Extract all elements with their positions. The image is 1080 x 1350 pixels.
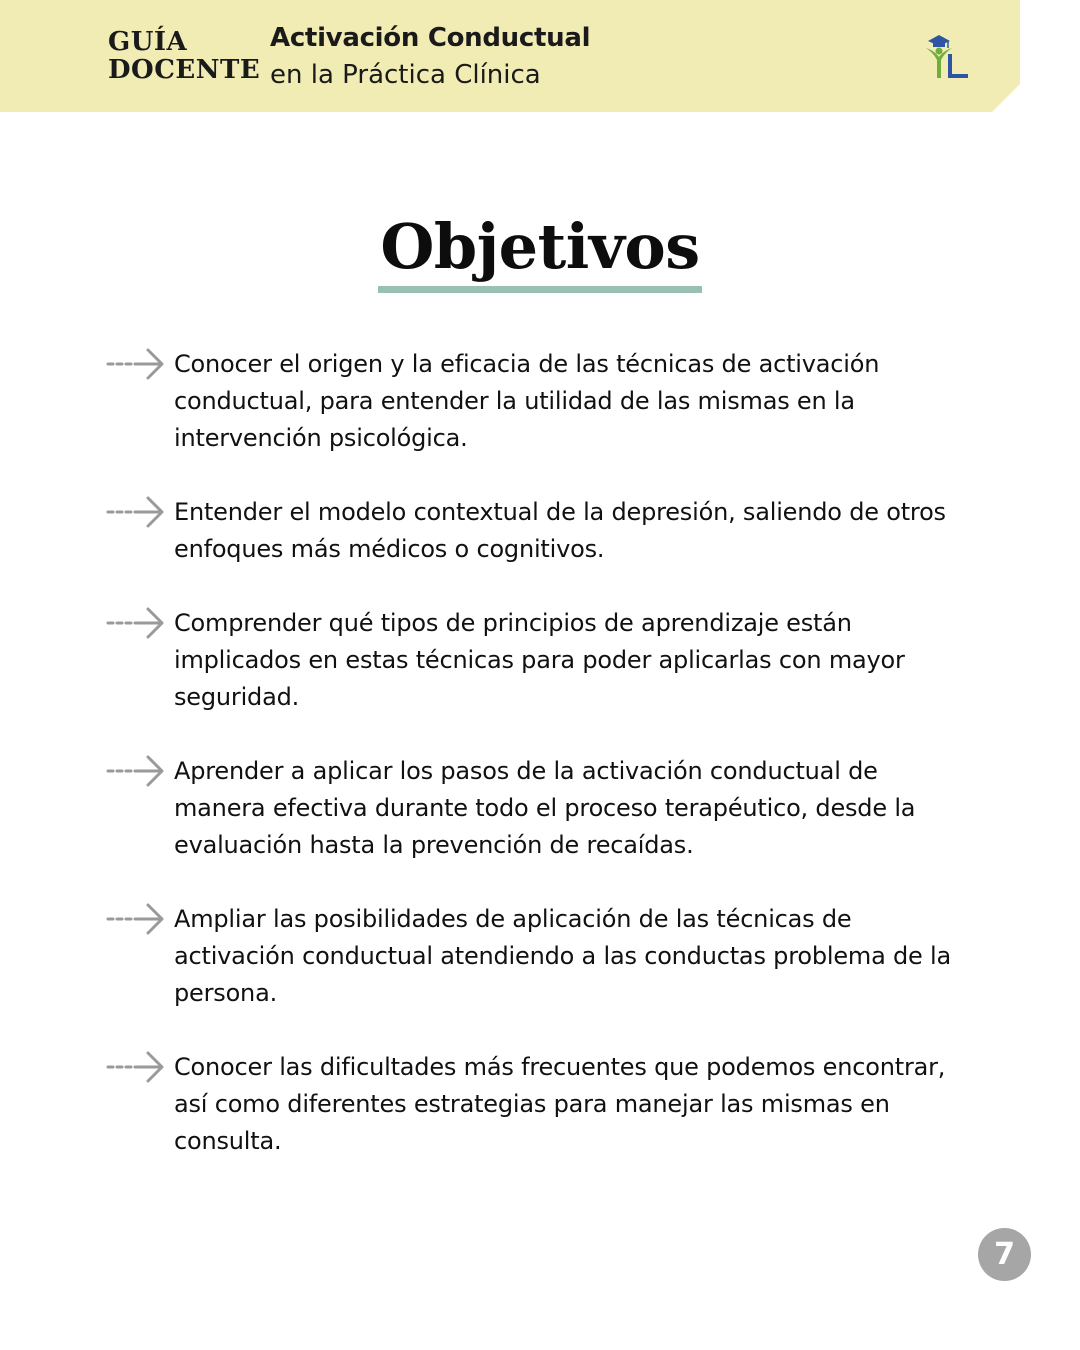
objective-item xyxy=(106,753,966,864)
graduate-figure-L-logo-icon xyxy=(924,32,974,82)
dashed-arrow-icon xyxy=(106,347,166,381)
page-title: Objetivos xyxy=(378,208,701,293)
objectives-list xyxy=(106,346,966,1160)
objective-item xyxy=(106,346,966,457)
guide-label-line1: GUÍA xyxy=(108,27,188,57)
objective-text: Conocer las dificultades más frecuentes que podemos encontrar, así como diferentes estrategias para manejar las mismas en consulta. xyxy=(174,1053,946,1155)
dashed-arrow-icon xyxy=(106,754,166,788)
objective-item xyxy=(106,494,966,568)
dashed-arrow-icon xyxy=(106,495,166,529)
document-title-line2: en la Práctica Clínica xyxy=(270,60,541,90)
objective-text: Comprender qué tipos de principios de aprendizaje están implicados en estas técnicas para poder aplicarlas con mayor seguridad. xyxy=(174,609,905,711)
dashed-arrow-icon xyxy=(106,902,166,936)
page-number-badge: 7 xyxy=(978,1228,1031,1281)
document-title xyxy=(270,20,590,94)
guide-label xyxy=(108,28,260,84)
objective-item xyxy=(106,901,966,1012)
dashed-arrow-icon xyxy=(106,1050,166,1084)
title-wrap xyxy=(0,208,1080,293)
objective-text: Conocer el origen y la eficacia de las técnicas de activación conductual, para entender la utilidad de las mismas en la intervención psicológica. xyxy=(174,350,880,452)
dashed-arrow-icon xyxy=(106,606,166,640)
guide-label-line2: DOCENTE xyxy=(108,55,261,85)
document-title-line1: Activación Conductual xyxy=(270,23,591,53)
objective-text: Ampliar las posibilidades de aplicación de las técnicas de activación conductual atendiendo a las conductas problema de la persona. xyxy=(174,905,952,1007)
objective-text: Entender el modelo contextual de la depresión, saliendo de otros enfoques más médicos o cognitivos. xyxy=(174,498,946,563)
objective-item xyxy=(106,605,966,716)
objective-item xyxy=(106,1049,966,1160)
objective-text: Aprender a aplicar los pasos de la activación conductual de manera efectiva durante todo el proceso terapéutico, desde la evaluación hasta la prevención de recaídas. xyxy=(174,757,916,859)
